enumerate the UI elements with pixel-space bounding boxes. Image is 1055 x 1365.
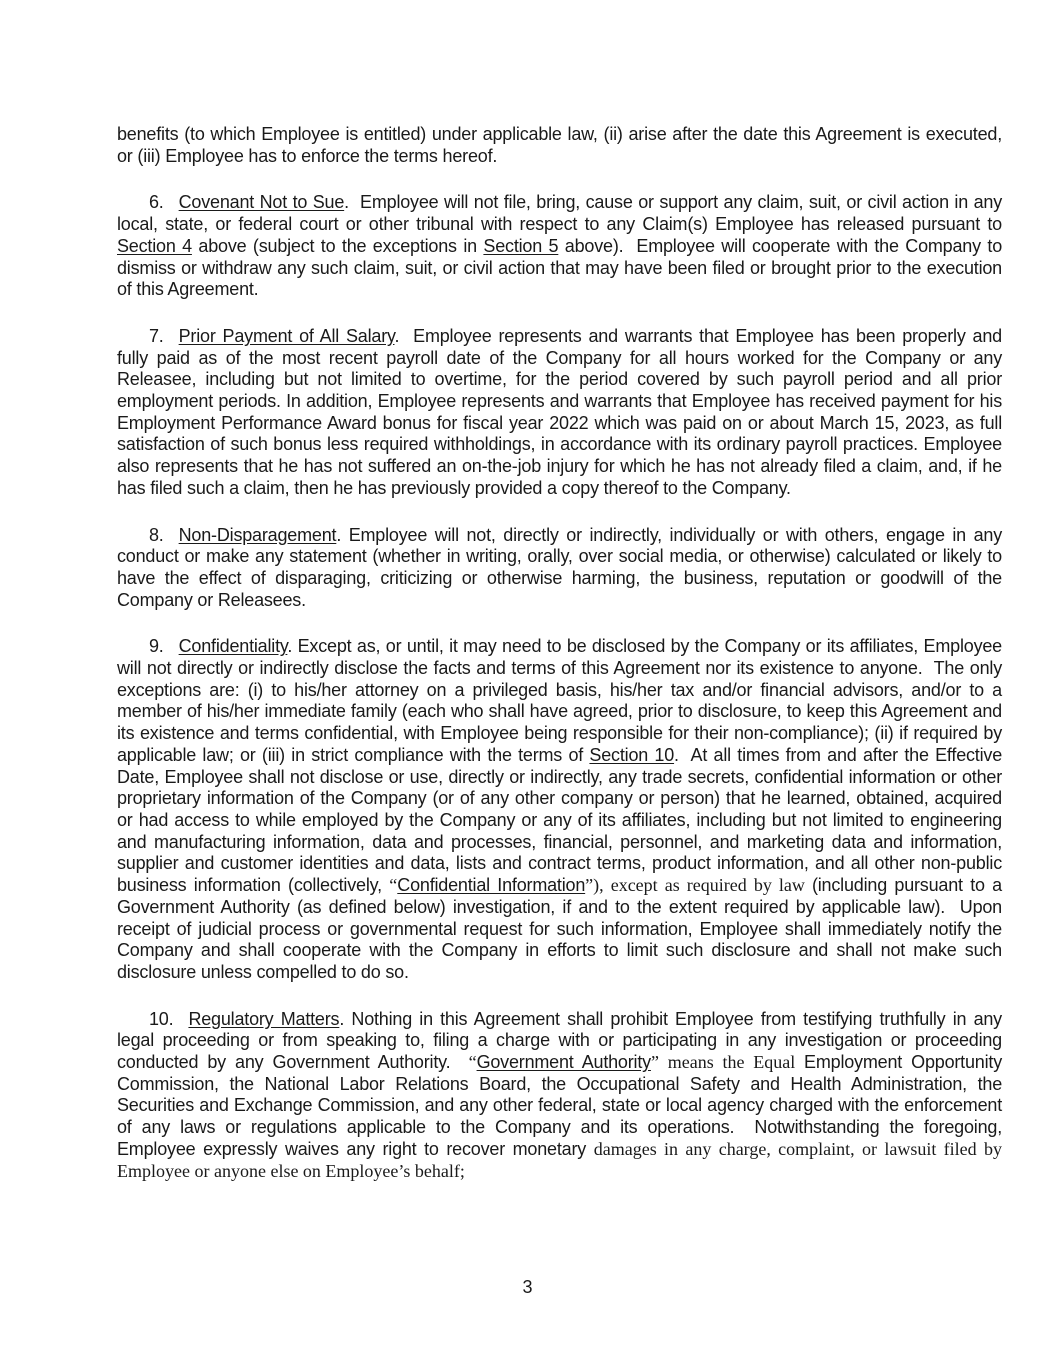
text-run: Employment Opportunity Commission, the National Labor Relations Board, the Occupational Safety and Health Administration, the Securities and Exchange Commission, and any other federal, state or local agency charged with the enforcement of any laws or regulations applicable to the Company and its operations. Notwithstanding the foregoing, Employee expressly waives any right to recover monetary <box>117 1052 1003 1159</box>
text-run: ”), except as required by law <box>585 875 812 896</box>
section-heading: Non-Disparagement <box>178 524 337 545</box>
section-heading: Prior Payment of All Salary <box>178 325 395 346</box>
text-run: . At all times from and after the Effective Date, Employee shall not disclose or use, directly or indirectly, any trade secrets, confidential information or other proprietary information of the Company (or of any other company or person) that he learned, obtained, acquired or had access to while employed by the Company or any of its affiliates, including but not limited to engineering and manufacturing information, data and processes, financial, personnel, and marketing data and information, supplier and customer identities and data, lists and contract terms, product information, and all other non-public business information (collectively, <box>117 744 1003 896</box>
paragraph-section-7-prior-payment-of-all-salary <box>117 326 1002 500</box>
section-number: 10. <box>149 1008 174 1029</box>
paragraph-section-9-confidentiality <box>117 636 1002 983</box>
section-number: 6. <box>149 192 164 213</box>
section-heading: Covenant Not to Sue <box>178 192 345 213</box>
text-run: . Employee represents and warrants that Employee has been properly and fully paid as of the most recent payroll date of the Company for all hours worked for the Company or any Releasee, including but not limited to overtime, for the period covered by such payroll period and all prior employment periods. In addition, Employee represents and warrants that Employee has received payment for his Employment Performance Award bonus for fiscal year 2022 which was paid on or about March 15, 2023, as full satisfaction of such bonus less required withholdings, in accordance with its ordinary payroll practices. Employee also represents that he has not suffered an on-the-job injury for which he has not already filed a claim, and, if he has filed such a claim, then he has previously provided a copy thereof to the Company. <box>117 325 1002 498</box>
text-run: above). Employee will cooperate with the Company to dismiss or withdraw any such claim, suit, or civil action that may have been filed or brought prior to the execution of this Agreement. <box>117 235 1002 300</box>
page-number: 3 <box>522 1277 533 1297</box>
section-reference: Section 5 <box>483 235 559 256</box>
section-number: 7. <box>149 325 164 346</box>
text-run: “ <box>468 1052 477 1073</box>
defined-term: Government Authority <box>476 1052 651 1073</box>
text-run: . Nothing in this Agreement shall prohibit Employee from testifying truthfully in any legal proceeding or from speaking to, filing a charge with or participating in any investigation or proceeding conducted by any Government Authority. <box>117 1008 1002 1073</box>
section-number: 9. <box>149 636 164 657</box>
section-heading: Confidentiality <box>178 636 288 657</box>
text-run: (including pursuant to a Government Authority (as defined below) investigation, if and to the extent required by applicable law). Upon receipt of judicial process or governmental request for such information, Employee shall immediately notify the Company and shall cooperate with the Company in efforts to limit such disclosure and shall not make such disclosure unless compelled to do so. <box>117 875 1002 982</box>
text-run: . Employee will not, directly or indirectly, individually or with others, engage in any conduct or make any statement (whether in writing, orally, over social media, or otherwise) calculated or likely to have the effect of disparaging, criticizing or otherwise harming, the business, reputation or goodwill of the Company or Releasees. <box>117 524 1002 610</box>
text-run: above (subject to the exceptions in <box>191 235 484 256</box>
text-run: . Employee will not file, bring, cause or support any claim, suit, or civil action in any local, state, or federal court or other tribunal with respect to any Claim(s) Employee has released pursuant to <box>117 192 1003 235</box>
paragraph-continuation-from-previous-page <box>117 124 1002 167</box>
paragraph-section-10-regulatory-matters <box>117 1009 1002 1183</box>
text-run: damages in any charge, complaint, or lawsuit filed by Employee or anyone else on Employee’s behalf; <box>117 1138 1002 1181</box>
page-footer <box>0 1277 1055 1299</box>
paragraph-section-6-covenant-not-to-sue <box>117 192 1002 301</box>
paragraph-section-8-non-disparagement <box>117 525 1002 612</box>
text-run: “ <box>389 875 398 896</box>
text-run: ” means the Equal <box>650 1052 805 1073</box>
section-reference: Section 4 <box>117 235 192 256</box>
defined-term: Confidential Information <box>397 875 586 896</box>
section-reference: Section 10 <box>589 744 675 765</box>
text-run: . Except as, or until, it may need to be disclosed by the Company or its affiliates, Employee will not directly or indirectly disclose the facts and terms of this Agreement nor its existence to anyone. The only exceptions are: (i) to his/her attorney on a privileged basis, his/her tax and/or financial advisors, and/or to a member of his/her immediate family (each who shall have agreed, prior to disclosure, to keep this Agreement and its existence and terms confidential, with Employee being responsible for their non-compliance); (ii) if required by applicable law; or (iii) in strict compliance with the terms of <box>117 636 1002 765</box>
section-heading: Regulatory Matters <box>188 1008 340 1029</box>
text-run: benefits (to which Employee is entitled) under applicable law, (ii) arise after the date this Agreement is executed, or (iii) Employee has to enforce the terms hereof. <box>117 124 1002 166</box>
section-number: 8. <box>149 524 164 545</box>
document-body <box>117 124 1002 1207</box>
